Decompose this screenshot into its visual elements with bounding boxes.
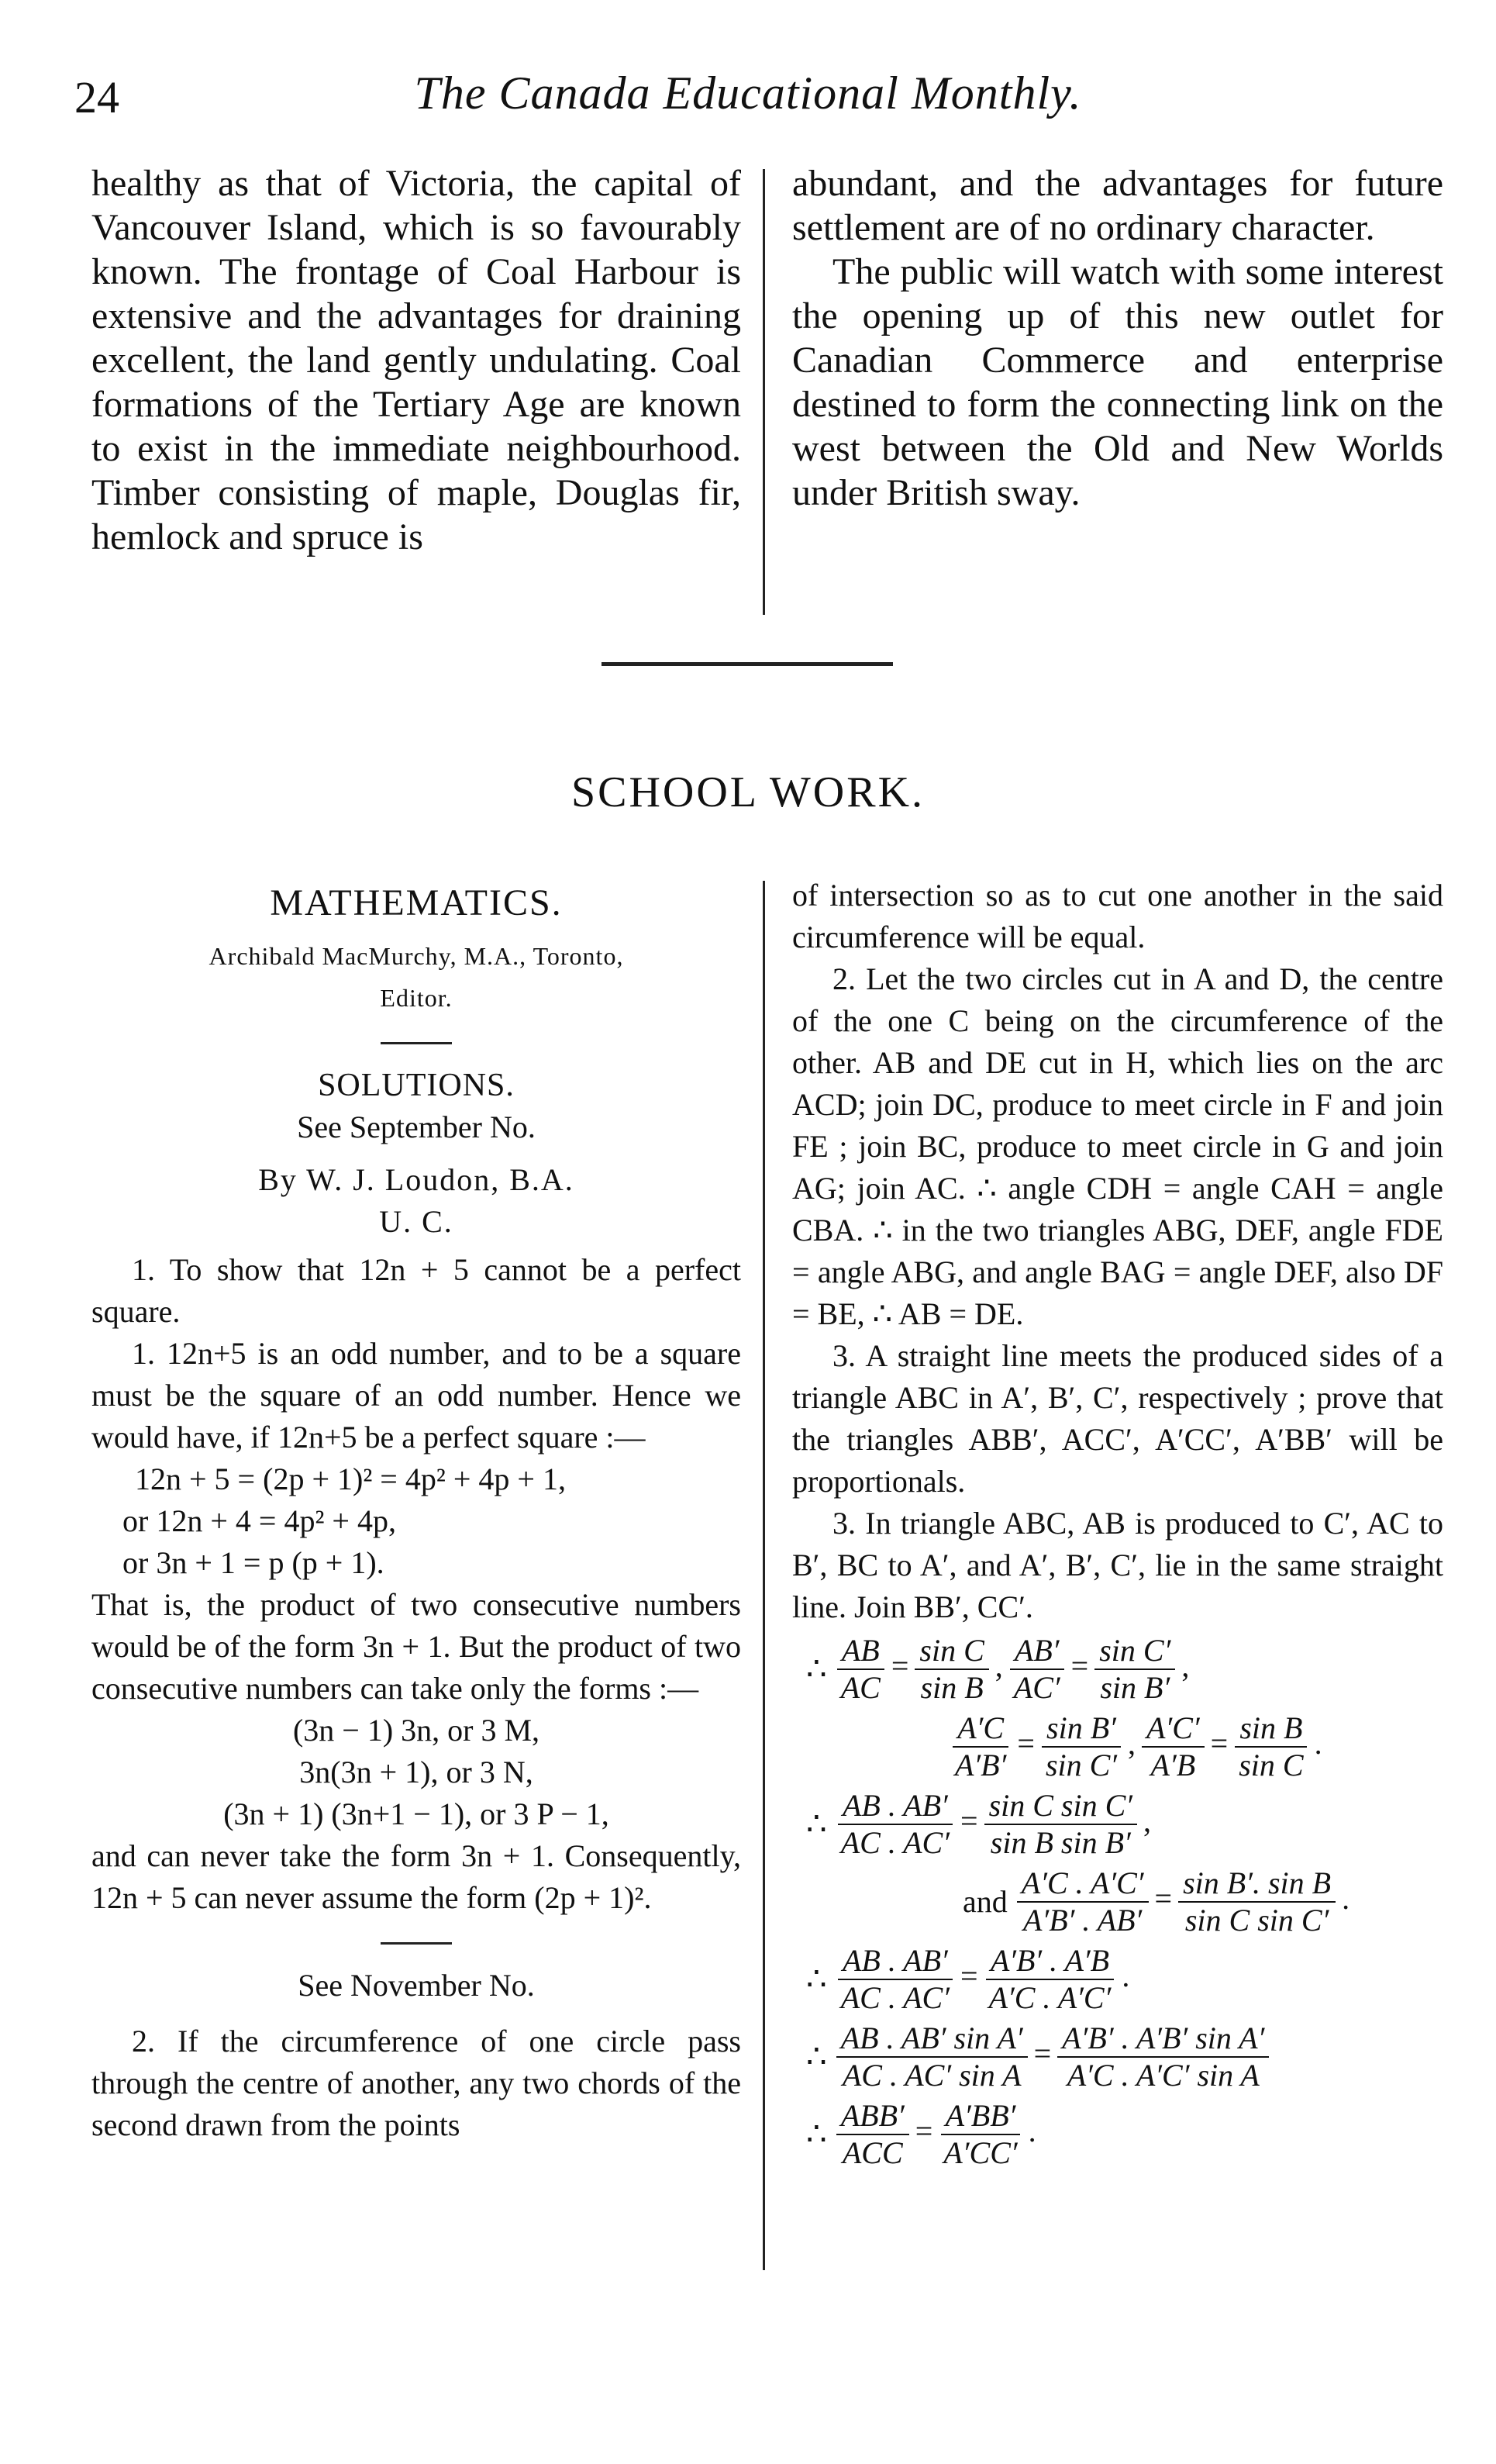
form-1: (3n − 1) 3n, or 3 M,	[292, 1713, 540, 1748]
bottom-left-column	[91, 875, 741, 2146]
operator: ,	[1181, 1648, 1190, 1684]
numerator: AB	[837, 1633, 884, 1670]
denominator: sin B	[920, 1670, 984, 1705]
therefore-symbol: ∴	[806, 1807, 827, 1842]
denominator: sin C′	[1045, 1748, 1118, 1782]
byline-2: U. C.	[379, 1204, 453, 1239]
denominator: A′B	[1150, 1748, 1196, 1782]
formula-line-5	[806, 1943, 1443, 2016]
numerator: A′C . A′C′	[1017, 1865, 1149, 1903]
therefore-symbol: ∴	[806, 2039, 827, 2075]
section-divider	[602, 662, 893, 666]
fraction	[836, 1943, 954, 2016]
formula-line-4	[963, 1865, 1443, 1938]
answer-2: 2. Let the two circles cut in A and D, the centre of the one C being on the circumference of the other. AB and DE cut in H, which lies on the arc ACD; join DC, produce to meet circle in F and join FE ; join BC, produce to meet circle in G and join AG; join AC. ∴ angle CDH = angle CAH = angle CBA. ∴ in the two triangles ABG, DEF, angle FDE = angle ABG, and angle BAG = angle DEF, also DF = BE, ∴ AB = DE.	[792, 961, 1443, 1331]
mathematics-heading: MATHEMATICS.	[270, 882, 563, 923]
operator: ,	[1128, 1726, 1136, 1762]
numerator: ABB′	[836, 2098, 909, 2135]
numerator: sin C′	[1094, 1633, 1175, 1670]
column-divider-top	[763, 169, 765, 615]
formula-line-1	[806, 1633, 1443, 1706]
fraction	[915, 1633, 988, 1706]
formula-body	[833, 1788, 1154, 1861]
short-rule	[381, 1042, 452, 1044]
fraction	[1017, 1865, 1149, 1938]
operator: =	[960, 1958, 978, 1994]
question-3: 3. A straight line meets the produced sides of a triangle ABC in A′, B′, C′, respectively ; prove that the triangles ABB′, ACC′, A′CC′, A′BB′ will be proportionals.	[792, 1338, 1443, 1499]
top-left-paragraph: healthy as that of Victoria, the capital of Vancouver Island, which is so favourably known. The frontage of Coal Harbour is extensive and the advantages for draining excellent, the land gently undulating. Coal formations of the Tertiary Age are known to exist in the immediate neighbourhood. Timber consisting of maple, Douglas fir, hemlock and spruce is	[91, 163, 741, 557]
see-september: See September No.	[297, 1109, 536, 1144]
operator: .	[1122, 1958, 1130, 1994]
numerator: AB . AB′	[838, 1788, 953, 1825]
denominator: A′C . A′C′	[988, 1980, 1112, 2015]
fraction	[939, 2098, 1022, 2171]
numerator: AB′	[1010, 1633, 1064, 1670]
answer-3: 3. In triangle ABC, AB is produced to C′, AC to B′, BC to A′, and A′, B′, C′, lie in the same straight line. Join BB′, CC′.	[792, 1506, 1443, 1624]
denominator: A′C . A′C′ sin A	[1067, 2058, 1260, 2093]
formula-line-7	[806, 2098, 1443, 2171]
denominator: AC . AC′	[840, 1980, 950, 2015]
denominator: sin C	[1239, 1748, 1304, 1782]
numerator: A′C	[953, 1710, 1008, 1748]
numerator: A′B′ . A′B	[986, 1943, 1114, 1980]
solutions-heading: SOLUTIONS.	[318, 1068, 515, 1103]
question-1: 1. To show that 12n + 5 cannot be a perfect square.	[91, 1252, 741, 1329]
denominator: AC	[840, 1670, 881, 1705]
formula-body	[833, 2021, 1273, 2093]
numerator: AB . AB′	[838, 1943, 953, 1980]
fraction	[836, 1633, 885, 1706]
operator: .	[1028, 2114, 1036, 2149]
denominator: AC . AC′	[840, 1825, 950, 1860]
numerator: AB . AB′ sin A′	[836, 2021, 1028, 2058]
answer-1-conclusion: and can never take the form 3n + 1. Consequently, 12n + 5 can never assume the form (2p + 1)².	[91, 1838, 741, 1915]
byline-1: By W. J. Loudon, B.A.	[258, 1162, 574, 1197]
formula-body	[833, 2098, 1039, 2171]
operator: =	[1210, 1726, 1229, 1762]
formula-line-6	[806, 2021, 1443, 2093]
formula-body	[1014, 1865, 1353, 1938]
numerator: sin B′. sin B	[1178, 1865, 1336, 1903]
numerator: A′B′ . A′B′ sin A′	[1057, 2021, 1269, 2058]
operator: =	[915, 2114, 933, 2149]
section-title: SCHOOL WORK.	[570, 768, 926, 816]
operator: ,	[1143, 1803, 1152, 1839]
fraction	[950, 1710, 1011, 1783]
equation-1: 12n + 5 = (2p + 1)² = 4p² + 4p + 1,	[135, 1461, 566, 1496]
fraction	[984, 1788, 1137, 1861]
fraction	[1057, 2021, 1269, 2093]
denominator: sin C sin C′	[1184, 1903, 1329, 1938]
see-november: See November No.	[298, 1968, 535, 2003]
top-right-paragraph-2: The public will watch with some interest the opening up of this new outlet for Canadian Commerce and enterprise destined to form the connecting link on the west between the Old and New Worlds under British sway.	[792, 251, 1443, 513]
fraction	[1009, 1633, 1065, 1706]
editor-line-1: Archibald MacMurchy, M.A., Toronto,	[209, 942, 624, 970]
question-2-continued: of intersection so as to cut one another in the said circumference will be equal.	[792, 878, 1443, 954]
denominator: sin B′	[1100, 1670, 1170, 1705]
operator: =	[1033, 2036, 1052, 2072]
form-3: (3n + 1) (3n+1 − 1), or 3 P − 1,	[223, 1796, 609, 1831]
denominator: A′B′	[955, 1748, 1007, 1782]
denominator: AC . AC′ sin A	[842, 2058, 1022, 2093]
formula-body	[833, 1633, 1193, 1706]
page-number: 24	[74, 72, 119, 123]
fraction	[836, 2021, 1028, 2093]
operator: .	[1314, 1726, 1322, 1762]
denominator: ACC	[842, 2135, 903, 2170]
column-divider-bottom	[763, 881, 765, 2270]
operator: =	[960, 1803, 978, 1839]
operator: ,	[994, 1648, 1003, 1684]
operator: .	[1342, 1881, 1350, 1917]
form-2: 3n(3n + 1), or 3 N,	[299, 1755, 533, 1789]
fraction	[1234, 1710, 1308, 1783]
denominator: sin B sin B′	[990, 1825, 1131, 1860]
bottom-right-column	[792, 875, 1443, 2176]
numerator: sin C	[915, 1633, 988, 1670]
fraction	[984, 1943, 1116, 2016]
operator: =	[891, 1648, 909, 1684]
equation-2: or 12n + 4 = 4p² + 4p,	[122, 1503, 396, 1538]
therefore-symbol: ∴	[806, 1651, 827, 1687]
fraction	[1178, 1865, 1336, 1938]
and-word: and	[963, 1884, 1008, 1919]
numerator: sin B′	[1042, 1710, 1121, 1748]
numerator: sin C sin C′	[984, 1788, 1137, 1825]
top-right-column	[792, 161, 1443, 515]
numerator: sin B	[1235, 1710, 1307, 1748]
operator: =	[1154, 1881, 1173, 1917]
denominator: A′B′ . AB′	[1023, 1903, 1143, 1938]
therefore-symbol: ∴	[806, 1962, 827, 1997]
denominator: A′CC′	[943, 2135, 1018, 2170]
formula-line-3	[806, 1788, 1443, 1861]
formula-body	[833, 1943, 1133, 2016]
fraction	[1142, 1710, 1205, 1783]
top-left-column	[91, 161, 741, 559]
equation-3: or 3n + 1 = p (p + 1).	[122, 1545, 384, 1580]
answer-1-continued: That is, the product of two consecutive numbers would be of the form 3n + 1. But the product of two consecutive numbers can take only the forms :—	[91, 1587, 741, 1706]
editor-line-2: Editor.	[380, 984, 453, 1012]
formula-body	[947, 1710, 1325, 1783]
numerator: A′BB′	[941, 2098, 1021, 2135]
formula-line-2	[947, 1710, 1443, 1783]
question-2: 2. If the circumference of one circle pass through the centre of another, any two chords of the second drawn from the points	[91, 2024, 741, 2142]
therefore-symbol: ∴	[806, 2117, 827, 2152]
running-title: The Canada Educational Monthly.	[414, 67, 1082, 119]
fraction	[836, 1788, 954, 1861]
short-rule-2	[381, 1942, 452, 1945]
answer-1: 1. 12n+5 is an odd number, and to be a square must be the square of an odd number. Hence we would have, if 12n+5 be a perfect square :—	[91, 1336, 741, 1455]
denominator: AC′	[1013, 1670, 1060, 1705]
fraction	[1041, 1710, 1122, 1783]
top-right-paragraph-1: abundant, and the advantages for future settlement are of no ordinary character.	[792, 163, 1443, 248]
fraction	[836, 2098, 909, 2171]
fraction	[1094, 1633, 1175, 1706]
operator: =	[1070, 1648, 1089, 1684]
numerator: A′C′	[1142, 1710, 1205, 1748]
operator: =	[1017, 1726, 1035, 1762]
